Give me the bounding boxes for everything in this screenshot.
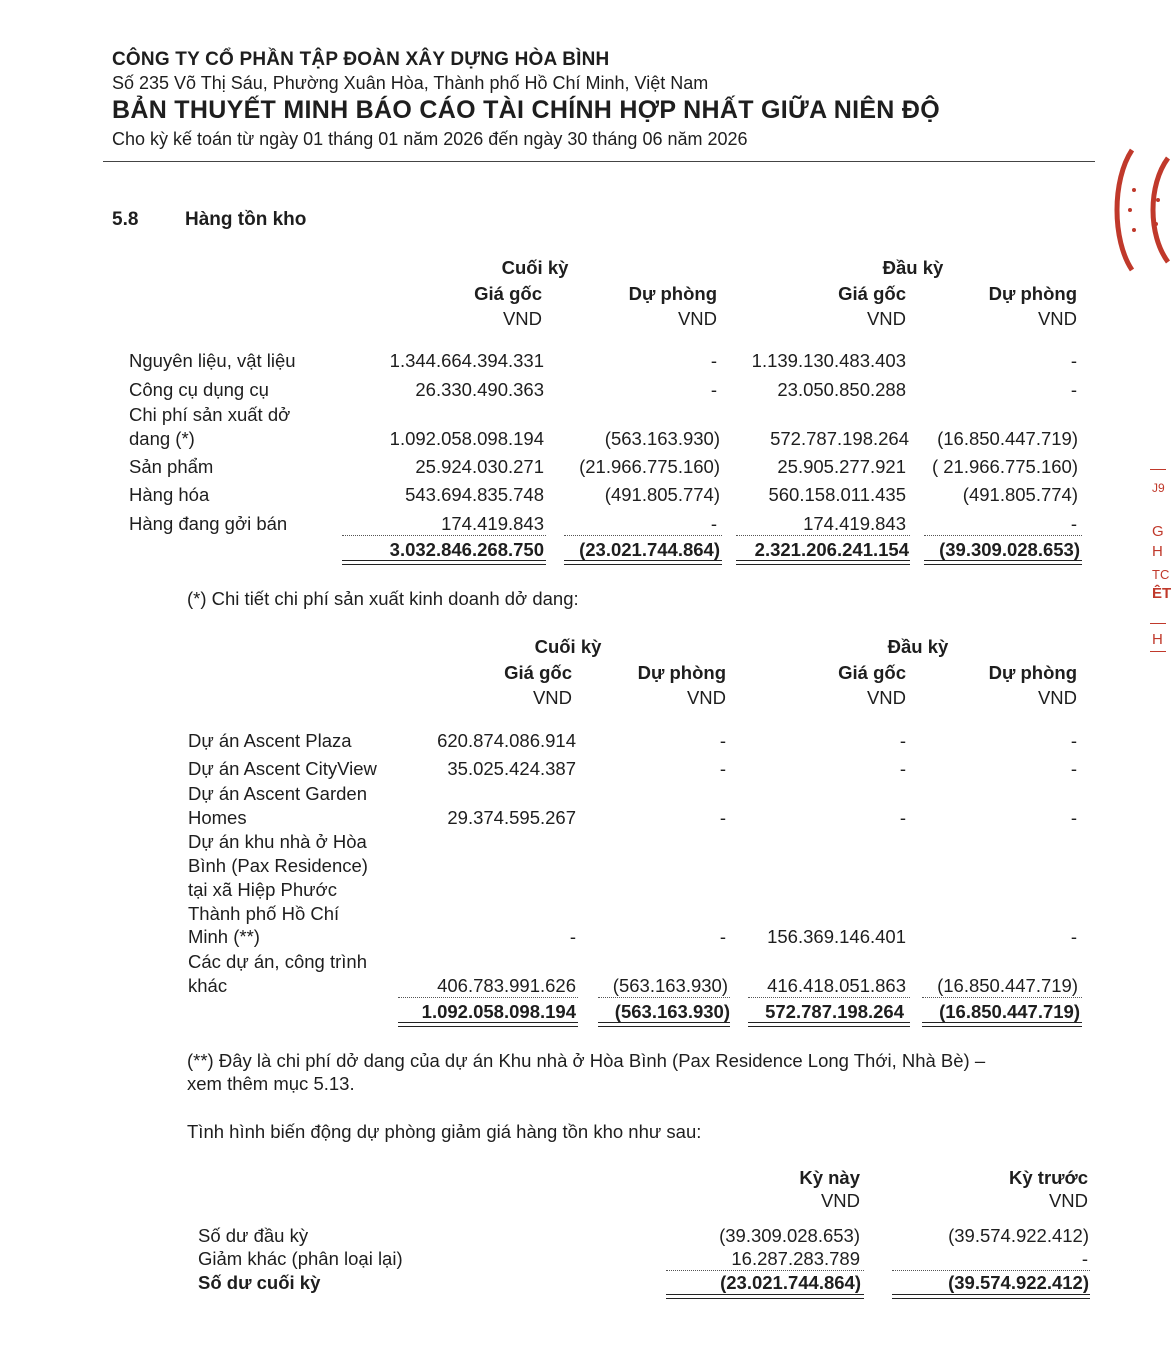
t2-unit: VND (686, 687, 726, 708)
report-title: BẢN THUYẾT MINH BÁO CÁO TÀI CHÍNH HỢP NHẤT GIỮA NIÊN ĐỘ (112, 96, 941, 124)
t1-col-end-prov: Dự phòng (628, 283, 717, 304)
t2-col-begin-cost: Giá gốc (838, 662, 906, 683)
row-label: Số dư cuối kỳ (198, 1272, 321, 1293)
cell: 620.874.086.914 (437, 730, 576, 751)
cell: (39.309.028.653) (939, 539, 1080, 560)
double-rule (922, 1022, 1082, 1027)
row-label: Giảm khác (phân loại lại) (198, 1248, 403, 1269)
note-provision-movement: Tình hình biến động dự phòng giảm giá hàng tồn kho như sau: (187, 1121, 702, 1142)
rule (598, 997, 730, 998)
rule (736, 535, 910, 536)
t2-col-end-prov: Dự phòng (637, 662, 726, 683)
margin-marks (1150, 465, 1171, 685)
row-label: Số dư đầu kỳ (198, 1225, 309, 1246)
rule (398, 997, 578, 998)
note-pax-residence: (**) Đây là chi phí dở dang của dự án Khu nhà ở Hòa Bình (Pax Residence Long Thới, Nhà Bè) – (187, 1050, 986, 1071)
t2-unit: VND (532, 687, 572, 708)
double-rule (564, 560, 722, 565)
report-period: Cho kỳ kế toán từ ngày 01 tháng 01 năm 2026 đến ngày 30 tháng 06 năm 2026 (112, 129, 748, 149)
cell: - (899, 758, 906, 779)
rule (666, 1270, 864, 1271)
cell: (39.309.028.653) (719, 1225, 860, 1246)
row-label: tại xã Hiệp Phước (188, 879, 337, 900)
cell: (563.163.930) (604, 428, 720, 449)
row-label: Homes (188, 807, 247, 828)
t1-col-begin-prov: Dự phòng (988, 283, 1077, 304)
cell: - (1070, 730, 1077, 751)
t1-unit: VND (677, 308, 717, 329)
cell: 35.025.424.387 (447, 758, 576, 779)
t2-col-begin-prov: Dự phòng (988, 662, 1077, 683)
note-pax-residence-cont: xem thêm mục 5.13. (187, 1073, 355, 1094)
company-name: CÔNG TY CỔ PHẦN TẬP ĐOÀN XÂY DỰNG HÒA BÌNH (112, 49, 610, 70)
cell: (16.850.447.719) (939, 1001, 1080, 1022)
double-rule (598, 1022, 730, 1027)
cell: (23.021.744.864) (720, 1272, 861, 1293)
cell: ( 21.966.775.160) (931, 456, 1078, 477)
t1-unit: VND (502, 308, 542, 329)
cell: - (899, 730, 906, 751)
row-label: Dự án Ascent Plaza (188, 730, 352, 751)
cell: - (719, 807, 726, 828)
double-rule (892, 1294, 1090, 1299)
t1-unit: VND (1037, 308, 1077, 329)
double-rule (342, 560, 546, 565)
row-label: Công cụ dụng cụ (129, 379, 269, 400)
rule (922, 997, 1082, 998)
cell: - (719, 730, 726, 751)
cell: - (1070, 350, 1077, 371)
row-label: Dự án khu nhà ở Hòa (188, 831, 367, 852)
cell: 416.418.051.863 (767, 975, 906, 996)
cell: 1.092.058.098.194 (389, 428, 544, 449)
cell: 543.694.835.748 (405, 484, 544, 505)
row-label: Thành phố Hồ Chí (188, 903, 340, 924)
cell: (39.574.922.412) (948, 1225, 1089, 1246)
cell: 25.905.277.921 (777, 456, 906, 477)
cell: 560.158.011.435 (768, 484, 906, 505)
note-detail-wip: (*) Chi tiết chi phí sản xuất kinh doanh dở dang: (187, 588, 579, 609)
cell: (16.850.447.719) (937, 428, 1078, 449)
row-label: Nguyên liệu, vật liệu (129, 350, 296, 371)
cell: - (719, 758, 726, 779)
cell: (39.574.922.412) (948, 1272, 1089, 1293)
double-rule (398, 1022, 578, 1027)
cell: - (1070, 926, 1077, 947)
header-rule (103, 161, 1095, 162)
cell: 1.092.058.098.194 (421, 1001, 576, 1022)
row-label: Minh (**) (188, 926, 260, 947)
section-number: 5.8 (112, 209, 139, 230)
cell: 3.032.846.268.750 (389, 539, 544, 560)
row-label: Sản phẩm (129, 456, 214, 477)
cell: 572.787.198.264 (765, 1001, 904, 1022)
row-label: dang (*) (129, 428, 195, 449)
row-label: Hàng hóa (129, 484, 210, 505)
cell: - (1070, 807, 1077, 828)
seal-stamp-icon (1112, 140, 1168, 280)
rule (892, 1270, 1090, 1271)
row-label: khác (188, 975, 228, 996)
rule (564, 535, 722, 536)
cell: 2.321.206.241.154 (754, 539, 909, 560)
margin-mark: ÊT (1152, 585, 1171, 602)
margin-mark: G (1152, 523, 1164, 540)
cell: 25.924.030.271 (415, 456, 544, 477)
row-label: Chi phí sản xuất dở (129, 404, 291, 425)
cell: 156.369.146.401 (767, 926, 906, 947)
cell: (16.850.447.719) (937, 975, 1078, 996)
cell: (563.163.930) (612, 975, 728, 996)
cell: 572.787.198.264 (770, 428, 909, 449)
t1-col-begin-cost: Giá gốc (838, 283, 906, 304)
cell: 174.419.843 (441, 513, 544, 534)
margin-mark: H (1152, 543, 1163, 560)
double-rule (924, 560, 1082, 565)
cell: - (710, 350, 717, 371)
row-label: Dự án Ascent Garden (188, 783, 367, 804)
t2-group-end: Cuối kỳ (534, 636, 602, 657)
cell: 174.419.843 (803, 513, 906, 534)
t3-col-prior: Kỳ trước (1009, 1167, 1088, 1188)
margin-mark: J9 (1152, 481, 1165, 495)
t3-unit: VND (820, 1190, 860, 1211)
margin-mark: H (1152, 631, 1163, 648)
cell: (491.805.774) (604, 484, 720, 505)
cell: - (1070, 379, 1077, 400)
t1-group-end: Cuối kỳ (501, 257, 569, 278)
cell: (23.021.744.864) (579, 539, 720, 560)
double-rule (736, 560, 910, 565)
cell: 1.344.664.394.331 (389, 350, 544, 371)
cell: 26.330.490.363 (415, 379, 544, 400)
t2-group-begin: Đầu kỳ (887, 636, 949, 657)
t2-unit: VND (1037, 687, 1077, 708)
company-address: Số 235 Võ Thị Sáu, Phường Xuân Hòa, Thành phố Hồ Chí Minh, Việt Nam (112, 73, 709, 93)
cell: - (569, 926, 576, 947)
t1-group-begin: Đầu kỳ (882, 257, 944, 278)
section-title: Hàng tồn kho (185, 209, 307, 230)
cell: 1.139.130.483.403 (751, 350, 906, 371)
cell: - (719, 926, 726, 947)
cell: - (1070, 513, 1077, 534)
row-label: Dự án Ascent CityView (188, 758, 377, 779)
row-label: Các dự án, công trình (188, 951, 367, 972)
cell: - (1070, 758, 1077, 779)
cell: - (710, 379, 717, 400)
double-rule (666, 1294, 864, 1299)
t3-unit: VND (1048, 1190, 1088, 1211)
cell: 29.374.595.267 (447, 807, 576, 828)
cell: - (899, 807, 906, 828)
t1-col-end-cost: Giá gốc (474, 283, 542, 304)
rule (748, 997, 910, 998)
t1-unit: VND (866, 308, 906, 329)
row-label: Bình (Pax Residence) (188, 855, 368, 876)
cell: (563.163.930) (614, 1001, 730, 1022)
cell: - (710, 513, 717, 534)
t2-col-end-cost: Giá gốc (504, 662, 572, 683)
row-label: Hàng đang gởi bán (129, 513, 288, 534)
cell: (21.966.775.160) (579, 456, 720, 477)
double-rule (748, 1022, 910, 1027)
cell: 406.783.991.626 (437, 975, 576, 996)
cell: 16.287.283.789 (731, 1248, 860, 1269)
rule (924, 535, 1082, 536)
cell: 23.050.850.288 (777, 379, 906, 400)
t2-unit: VND (866, 687, 906, 708)
cell: (491.805.774) (962, 484, 1078, 505)
rule (342, 535, 546, 536)
cell: - (1081, 1248, 1088, 1269)
t3-col-current: Kỳ này (799, 1167, 860, 1188)
margin-mark: TC (1152, 567, 1170, 582)
